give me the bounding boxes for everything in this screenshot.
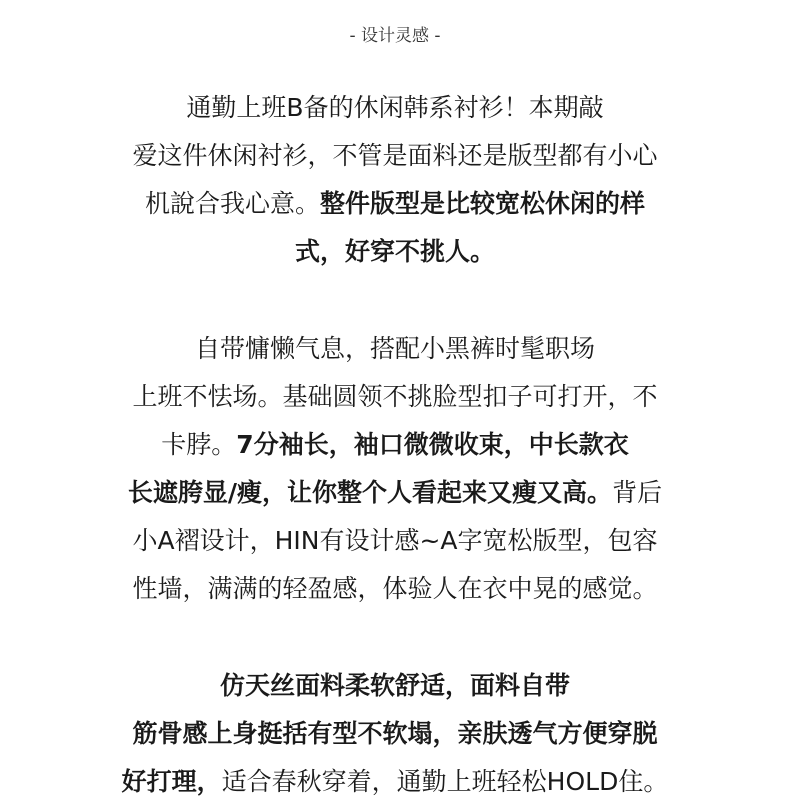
text-segment: 机說合我心意。	[144, 189, 320, 218]
text-line	[0, 228, 790, 276]
bold-text-segment: 筋骨感上身挺括有型不软塌，亲肤透气方便穿脱	[132, 719, 658, 748]
text-line	[0, 84, 790, 132]
paragraph-design-intro	[0, 84, 790, 276]
bold-text-segment: 7分袖长，袖口微微收束，中长款衣	[236, 430, 629, 459]
bold-text-segment: 好打理，	[121, 767, 222, 796]
text-line	[0, 710, 790, 758]
text-segment: 卡脖。	[161, 430, 237, 459]
paragraph-fabric	[0, 662, 790, 806]
bold-text-segment: 式，好穿不挑人。	[294, 237, 495, 266]
text-segment: 爱这件休闲衬衫，不管是面料还是版型都有小心	[132, 141, 658, 170]
text-segment: 适合春秋穿着，通勤上班轻松HOLD住。	[221, 767, 669, 796]
text-line	[0, 517, 790, 565]
text-line	[0, 565, 790, 613]
text-line	[0, 421, 790, 469]
text-line	[0, 132, 790, 180]
text-line	[0, 325, 790, 373]
text-segment: 上班不怯场。基础圆领不挑脸型扣子可打开，不	[132, 382, 658, 411]
section-label: - 设计灵感 -	[349, 26, 441, 46]
text-segment: 背后	[612, 478, 663, 507]
text-segment: 通勤上班B备的休闲韩系衬衫！本期敲	[186, 93, 604, 122]
bold-text-segment: 长遮胯显/瘦，让你整个人看起来又瘦又高。	[127, 478, 613, 507]
bold-text-segment: 仿天丝面料柔软舒适，面料自带	[219, 671, 570, 700]
text-line	[0, 758, 790, 806]
text-segment: 性墙，满满的轻盈感，体验人在衣中晃的感觉。	[132, 574, 658, 603]
text-line	[0, 373, 790, 421]
text-line	[0, 180, 790, 228]
text-segment: 小A褶设计，HIN有设计感~A字宽松版型，包容	[132, 526, 658, 555]
paragraph-style-details	[0, 325, 790, 613]
text-line	[0, 469, 790, 517]
text-line	[0, 662, 790, 710]
text-segment: 自带慵懒气息，搭配小黑裤时髦职场	[194, 334, 595, 363]
bold-text-segment: 整件版型是比较宽松休闲的样	[320, 189, 646, 218]
